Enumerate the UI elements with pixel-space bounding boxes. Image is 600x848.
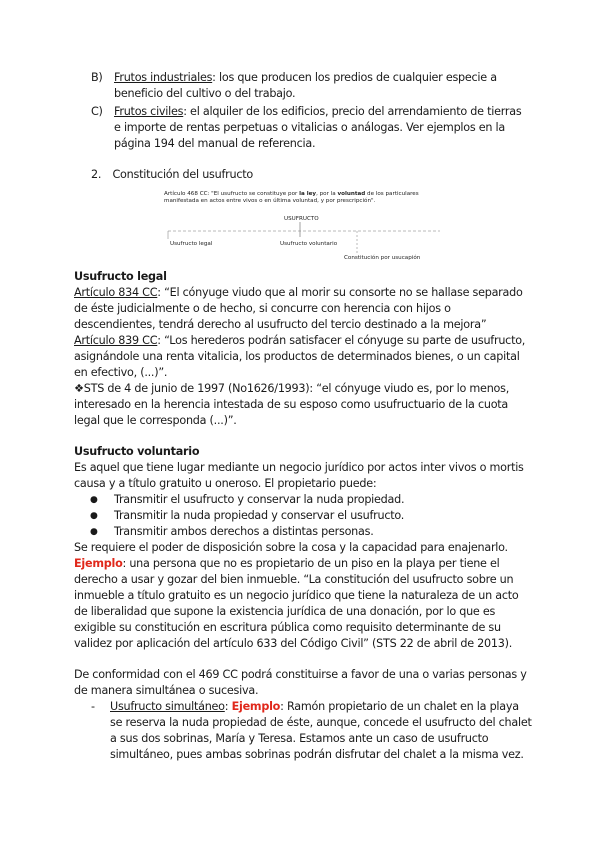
diagram-caption-line1: Artículo 468 CC: "El usufructo se constituye por la ley, por la voluntad de los particulares <box>164 191 419 197</box>
paragraph-requisito: Se requiere el poder de disposición sobre la cosa y la capacidad para enajenarlo. <box>74 541 508 554</box>
list-item: ● Transmitir la nuda propiedad y conservar el usufructo. <box>74 508 534 524</box>
article-reference: Artículo 839 CC <box>74 334 158 347</box>
article-reference: Artículo 834 CC <box>74 286 158 299</box>
list-item: ● Transmitir ambos derechos a distintas personas. <box>74 524 534 540</box>
term-usufructo-simultaneo: Usufructo simultáneo <box>110 700 225 713</box>
diagram-node-usucapion: Constitución por usucapión <box>344 255 421 261</box>
usufructo-diagram <box>164 189 444 261</box>
diagram-root-node: USUFRUCTO <box>284 216 319 222</box>
section-title: Constitución del usufructo <box>112 168 253 181</box>
usufructo-voluntario-section <box>74 444 534 652</box>
paragraph-art834: Artículo 834 CC: “El cónyuge viudo que al morir su consorte no se hallase separado de éste judicialmente o de hecho, si concurre con herencia con hijos o descendientes, tendrá derecho al usufructo del tercio destinado a la mejora” <box>74 286 523 331</box>
definition-text: : el alquiler de los edificios, precio del arrendamiento de tierras e importe de rentas perpetuas o vitalicias o análogas. Ver ejemplos en la página 194 del manual de referencia. <box>114 105 522 150</box>
list-item-frutos-civiles <box>91 104 531 152</box>
diagram-node-legal: Usufructo legal <box>170 241 213 247</box>
paragraph-art469: De conformidad con el 469 CC podrá constituirse a favor de una o varias personas y de manera simultánea o sucesiva. <box>74 668 527 697</box>
diagram-node-voluntario: Usufructo voluntario <box>280 241 338 247</box>
definition-text: : los que producen los predios de cualquier especie a beneficio del cultivo o del trabajo. <box>114 71 497 100</box>
dash-bullet: - <box>91 700 95 713</box>
paragraph-sts-1997: ❖STS de 4 de junio de 1997 (No1626/1993): “el cónyuge viudo es, por lo menos, interesado en la herencia intestada de su esposo como usufructuario de la cuota legal que le corresponda (...)”. <box>74 382 510 427</box>
paragraph-intro: Es aquel que tiene lugar mediante un negocio jurídico por actos inter vivos o mortis causa y a título gratuito u oneroso. El propietario puede: <box>74 461 524 490</box>
term-frutos-industriales: Frutos industriales <box>114 71 213 84</box>
list-item: ● Transmitir el usufructo y conservar la nuda propiedad. <box>74 492 534 508</box>
list-label: B) <box>91 71 103 84</box>
list-label: C) <box>91 105 103 118</box>
bullet-list <box>74 492 534 540</box>
diagram-caption-line2: manifestada en actos entre vivos o en última voluntad, y por prescripción". <box>164 198 376 204</box>
diamond-bullet-icon: ❖ <box>74 382 84 395</box>
term-frutos-civiles: Frutos civiles <box>114 105 184 118</box>
subheading-usufructo-voluntario: Usufructo voluntario <box>74 445 200 458</box>
paragraph-art839: Artículo 839 CC: “Los herederos podrán satisfacer el cónyuge su parte de usufructo, asignándole una renta vitalicia, los productos de determinados bienes, o un capital en efectivo, (...)”. <box>74 334 526 379</box>
section-number: 2. <box>91 168 102 181</box>
section-heading <box>91 167 491 183</box>
list-item-frutos-industriales <box>91 70 531 102</box>
usufructo-legal-section <box>74 269 534 429</box>
list-item-usufructo-simultaneo: - Usufructo simultáneo: Ejemplo: Ramón propietario de un chalet en la playa se reserva la nuda propiedad de éste, aunque, concede el usufructo del chalet a sus dos sobrinas, María y Teresa. Estamos ante un caso de usufructo simultáneo, pues ambas sobrinas podrán disfrutar del chalet a la misma vez. <box>91 700 532 761</box>
example-label: Ejemplo <box>231 700 281 713</box>
subheading-usufructo-legal: Usufructo legal <box>74 270 167 283</box>
example-label: Ejemplo <box>74 557 123 570</box>
paragraph-ejemplo: Ejemplo: una persona que no es propietario de un piso en la playa per tiene el derecho a usar y gozar del bien inmueble. “La constitución del usufructo sobre un inmueble a título gratuito es un negocio jurídico que tiene la naturaleza de un acto de liberalidad que supone la existencia jurídica de una donación, por lo que es exigible su constitución en escritura pública como requisito determinante de su validez por aplicación del artículo 633 del Código Civil” (STS 22 de abril de 2013). <box>74 557 519 650</box>
